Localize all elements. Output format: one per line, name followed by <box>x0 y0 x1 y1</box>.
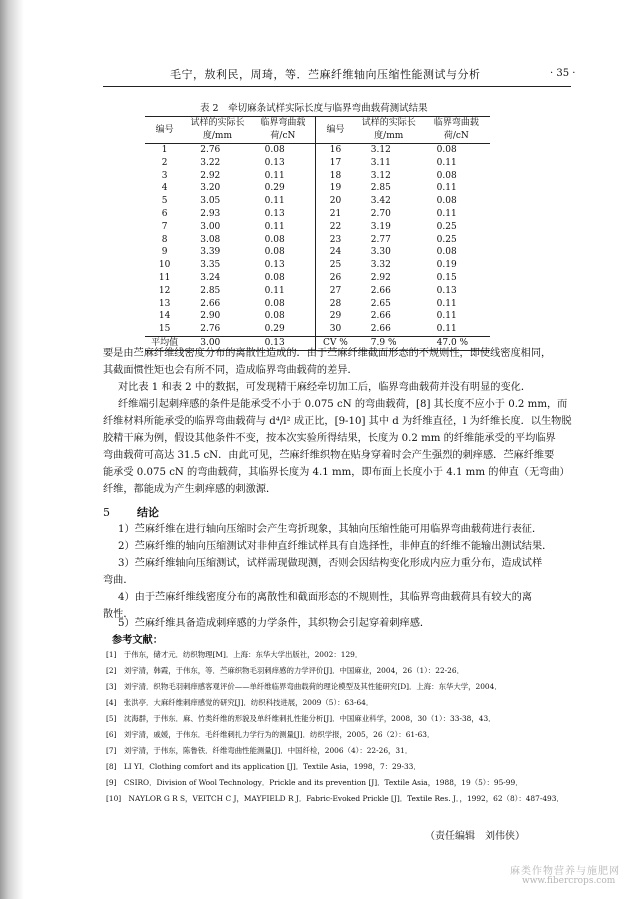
conclusion-item: 2）苎麻纤维的轴向压缩测试对非伸直纤维试样具有自选择性，非伸直的纤维不能输出测试结果． <box>118 541 553 552</box>
table-cell: 3.35 <box>200 260 221 271</box>
table-row <box>145 221 490 234</box>
table-cell: 2.66 <box>370 285 391 296</box>
table-cell: 2.85 <box>370 183 391 194</box>
table-cell: 2.66 <box>200 298 221 309</box>
table-cell: 6 <box>161 208 168 219</box>
section-number: 5 <box>103 506 110 519</box>
table-cell: 20 <box>316 195 355 208</box>
responsible-editor: （责任编辑 刘伟侠） <box>425 831 525 842</box>
table-cell: 3.39 <box>200 247 221 258</box>
reference-item: [7] 刘宇清，于伟东，陈鲁铁．纤维弯曲性能测量[J]．中国纤检，2006（4）：22-26，31． <box>106 746 413 755</box>
table-cell: 4 <box>161 183 168 194</box>
table-cell: 0.13 <box>436 285 457 296</box>
table-cell: 0.13 <box>264 157 285 168</box>
section-title: 结论 <box>137 506 159 519</box>
table-cell: 19 <box>316 182 355 195</box>
table-row <box>145 298 490 311</box>
table-cell: 7.9 % <box>370 337 397 348</box>
table-cell: 2.66 <box>370 324 391 335</box>
body-text-line: 弯曲载荷可高达 31.5 cN．由此可见，苎麻纤维织物在贴身穿着时会产生强烈的刺痒感．苎麻纤维要 <box>103 450 555 461</box>
table-cell: 0.08 <box>436 145 457 155</box>
table-cell: 0.13 <box>264 337 285 348</box>
table-cell: 0.15 <box>436 272 457 283</box>
table-cell: 16 <box>316 144 355 157</box>
table-cell: 3.32 <box>370 260 391 271</box>
table-cell: 0.08 <box>264 272 285 283</box>
table-cell: 24 <box>316 246 355 259</box>
table-cell: 2.76 <box>200 145 221 155</box>
reference-item: [3] 刘宇清．织物毛羽刺痒感客观评价——单纤维临界弯曲载荷的理论模型及其性能研究[D]．上海：东华大学，2004． <box>106 682 502 691</box>
table-cell: 0.11 <box>436 324 457 335</box>
table-cell: 0.29 <box>264 324 285 335</box>
table-cell: 0.08 <box>264 234 285 245</box>
table-cell: 3.22 <box>200 157 221 168</box>
table-cell: 0.11 <box>264 170 285 181</box>
table-row <box>145 234 490 247</box>
table-cell: 2.66 <box>370 311 391 322</box>
reference-item: [5] 沈海群，于伟东．麻、竹类纤维的形貌及单纤维刺扎性能分析[J]．中国麻业科学，2008，30（1）：33-38，43． <box>106 714 496 723</box>
body-text-line: 纤维，都能成为产生刺痒感的刺激源． <box>103 484 277 495</box>
header-rule <box>103 86 571 87</box>
table-cell: 14 <box>158 311 171 322</box>
table-cell: 3.20 <box>200 183 221 194</box>
table-cell: 2.93 <box>200 208 221 219</box>
reference-item: [6] 刘宇清，戚媛，于伟东．毛纤维刺扎力学行为的测量[J]．纺织学报，2005，26（2）：61-63． <box>106 730 435 739</box>
table-cell: 47.0 % <box>436 337 469 348</box>
table-cell: 0.11 <box>436 183 457 194</box>
table-row <box>145 272 490 285</box>
table-cell: 2.92 <box>200 170 221 181</box>
body-text-line: 要是由苎麻纤维线密度分布的离散性造成的．由于苎麻纤维截面形态的不规则性，即使线密度相同， <box>103 348 552 359</box>
table-cell: 3.05 <box>200 196 221 207</box>
table-row <box>145 285 490 298</box>
header-cell: 试样的实际长度/mm <box>361 118 416 141</box>
table-cell: 23 <box>316 234 355 247</box>
body-text-line: 对比表 1 和表 2 中的数据，可发现精干麻经牵切加工后，临界弯曲载荷并没有明显的变化． <box>118 382 532 393</box>
table-cell: 0.13 <box>264 208 285 219</box>
watermark-site-name: 麻类作物营养与施肥网 <box>510 866 620 877</box>
table-cell: 0.19 <box>436 260 457 271</box>
table-body <box>145 144 490 351</box>
table-cell: 2 <box>161 157 168 168</box>
table-cell: 9 <box>161 247 168 258</box>
reference-item: [8] LI YI．Clothing comfort and its application [J]．Textile Asia，1998，7：29-33． <box>106 762 421 771</box>
table-cell: 3.12 <box>370 170 391 181</box>
table-row <box>145 170 490 183</box>
table-cell: 2.92 <box>370 272 391 283</box>
table-cell: 0.08 <box>436 170 457 181</box>
page-fold-shadow <box>0 0 24 899</box>
table-cell: 3.00 <box>200 337 221 348</box>
table-cell: 3.30 <box>370 247 391 258</box>
results-table <box>145 116 490 351</box>
table-cell: 0.08 <box>264 247 285 258</box>
table-cell: 3.24 <box>200 272 221 283</box>
table-cell: 2.65 <box>370 298 391 309</box>
reference-item: [9] CSIRO．Division of Wool Technology．Prickle and its prevention [J]．Textile Asia，1988，19（5）：95-99． <box>106 778 523 787</box>
table-cell: 18 <box>316 170 355 183</box>
body-text-line: 纤维材料所能承受的临界弯曲载荷与 d⁴/l² 成正比，[9-10] 其中 d 为纤维直径，l 为纤维长度．以生物脱 <box>103 416 572 427</box>
table-cell: 平均值 <box>151 337 179 348</box>
reference-item: [2] 刘宇清，韩霞，于伟东，等．苎麻织物毛羽刺痒感的力学评价[J]．中国麻业，2004，26（1）：22-26． <box>106 666 464 675</box>
table-cell: 17 <box>316 157 355 170</box>
table-cell: 8 <box>161 234 168 245</box>
table-cell: 2.90 <box>200 311 221 322</box>
table-cell: 29 <box>316 310 355 323</box>
table-row <box>145 323 490 336</box>
table-cell: 2.77 <box>370 234 391 245</box>
table-cell: 2.76 <box>200 324 221 335</box>
table-cell: 0.13 <box>264 260 285 271</box>
table-cell: 0.11 <box>436 311 457 322</box>
table-cell: 22 <box>316 221 355 234</box>
table-cell: 2.70 <box>370 208 391 219</box>
table-cell: 0.08 <box>264 298 285 309</box>
references-heading: 参考文献： <box>112 634 163 646</box>
table-row <box>145 157 490 170</box>
table-cell: 0.11 <box>436 157 457 168</box>
table-cell: 0.11 <box>436 298 457 309</box>
table-cell: 27 <box>316 285 355 298</box>
table-cell: 11 <box>158 272 171 283</box>
table-cell: 0.25 <box>436 234 457 245</box>
header-cell: 临界弯曲载荷/cN <box>433 118 479 141</box>
table-cell: 13 <box>158 298 171 309</box>
table-row <box>145 195 490 208</box>
table-cell: 0.08 <box>264 145 285 155</box>
reference-item: [4] 张洪亭．大麻纤维刺痒感觉的研究[J]．纺织科技进展，2009（5）：63-64． <box>106 698 374 707</box>
watermark-url: www.fibercrops.com <box>522 876 616 886</box>
table-cell: 3.19 <box>370 221 391 232</box>
table-row <box>145 259 490 272</box>
table-cell: 0.11 <box>264 221 285 232</box>
table-cell: 3 <box>161 170 168 181</box>
reference-item: [10] NAYLOR G R S，VEITCH C J，MAYFIELD R J．Fabric-Evoked Prickle [J]．Textile Res. J．，1992，62（8）：487-493． <box>106 794 564 803</box>
table-cell: CV % <box>316 336 355 350</box>
table-cell: 0.25 <box>436 221 457 232</box>
table-cell: 3.11 <box>370 157 391 168</box>
table-cell: 28 <box>316 298 355 311</box>
table-cell: 5 <box>161 196 168 207</box>
conclusion-item: 散性． <box>103 609 134 620</box>
body-text-line: 能承受 0.075 cN 的弯曲载荷，其临界长度为 4.1 mm，即布面上长度小于 4.1 mm 的伸直（无弯曲） <box>103 467 570 478</box>
table-cell: 0.29 <box>264 183 285 194</box>
table-cell: 3.00 <box>200 221 221 232</box>
table-cell: 10 <box>158 260 171 271</box>
conclusion-item: 3）苎麻纤维轴向压缩测试，试样需现做现测，否则会因结构变化形成内应力重分布，造成试样 <box>118 558 543 569</box>
table-cell: 2.85 <box>200 285 221 296</box>
table-row <box>145 182 490 195</box>
running-header: 毛宁，敖利民，周琦，等．苎麻纤维轴向压缩性能测试与分析 <box>170 68 481 81</box>
table-row <box>145 246 490 259</box>
table-cell: 3.08 <box>200 234 221 245</box>
page-number: · 35 · <box>550 68 576 79</box>
table-row <box>145 310 490 323</box>
table-cell: 15 <box>158 324 171 335</box>
reference-item: [1] 于伟东，储才元．纺织物理[M]．上海：东华大学出版社，2002：129． <box>106 650 363 659</box>
table-caption: 表 2 牵切麻条试样实际长度与临界弯曲载荷测试结果 <box>200 103 428 114</box>
conclusion-item: 1）苎麻纤维在进行轴向压缩时会产生弯折现象，其轴向压缩性能可用临界弯曲载荷进行表征． <box>118 524 543 535</box>
conclusion-item: 4）由于苎麻纤维线密度分布的离散性和截面形态的不规则性，其临界弯曲载荷具有较大的离 <box>118 592 532 603</box>
table-cell: 21 <box>316 208 355 221</box>
header-cell: 编号 <box>155 124 174 135</box>
table-cell: 7 <box>161 221 168 232</box>
table-header-row <box>145 117 490 144</box>
table-cell: 0.11 <box>264 196 285 207</box>
table-cell: 1 <box>161 145 168 155</box>
table-cell: 0.11 <box>264 285 285 296</box>
table-cell: 0.08 <box>436 196 457 207</box>
table-cell: 26 <box>316 272 355 285</box>
table-cell: 0.08 <box>436 247 457 258</box>
table-cell: 3.42 <box>370 196 391 207</box>
conclusion-item: 5）苎麻纤维具备造成刺痒感的力学条件，其织物会引起穿着刺痒感． <box>118 618 431 629</box>
table-cell: 0.11 <box>436 208 457 219</box>
header-cell: 临界弯曲载荷/cN <box>260 118 306 141</box>
table-cell: 25 <box>316 259 355 272</box>
table-cell: 12 <box>158 285 171 296</box>
table-cell: 3.12 <box>370 145 391 155</box>
body-text-line: 其截面惯性矩也会有所不同，造成临界弯曲载荷的差异． <box>103 365 358 376</box>
conclusion-item: 弯曲． <box>103 575 134 586</box>
body-text-line: 胶精干麻为例，假设其他条件不变，按本次实验所得结果，长度为 0.2 mm 的纤维能承受的平均临界 <box>103 433 556 444</box>
section-heading <box>103 504 159 520</box>
table-row <box>145 144 490 157</box>
header-cell: 试样的实际长度/mm <box>190 118 245 141</box>
table-cell: 30 <box>316 323 355 336</box>
body-text-line: 纤维端引起刺痒感的条件是能承受不小于 0.075 cN 的弯曲载荷，[8] 其长度不应小于 0.2 mm，而 <box>118 399 568 410</box>
table-row <box>145 208 490 221</box>
table-cell: 0.08 <box>264 311 285 322</box>
header-cell: 编号 <box>316 117 355 144</box>
